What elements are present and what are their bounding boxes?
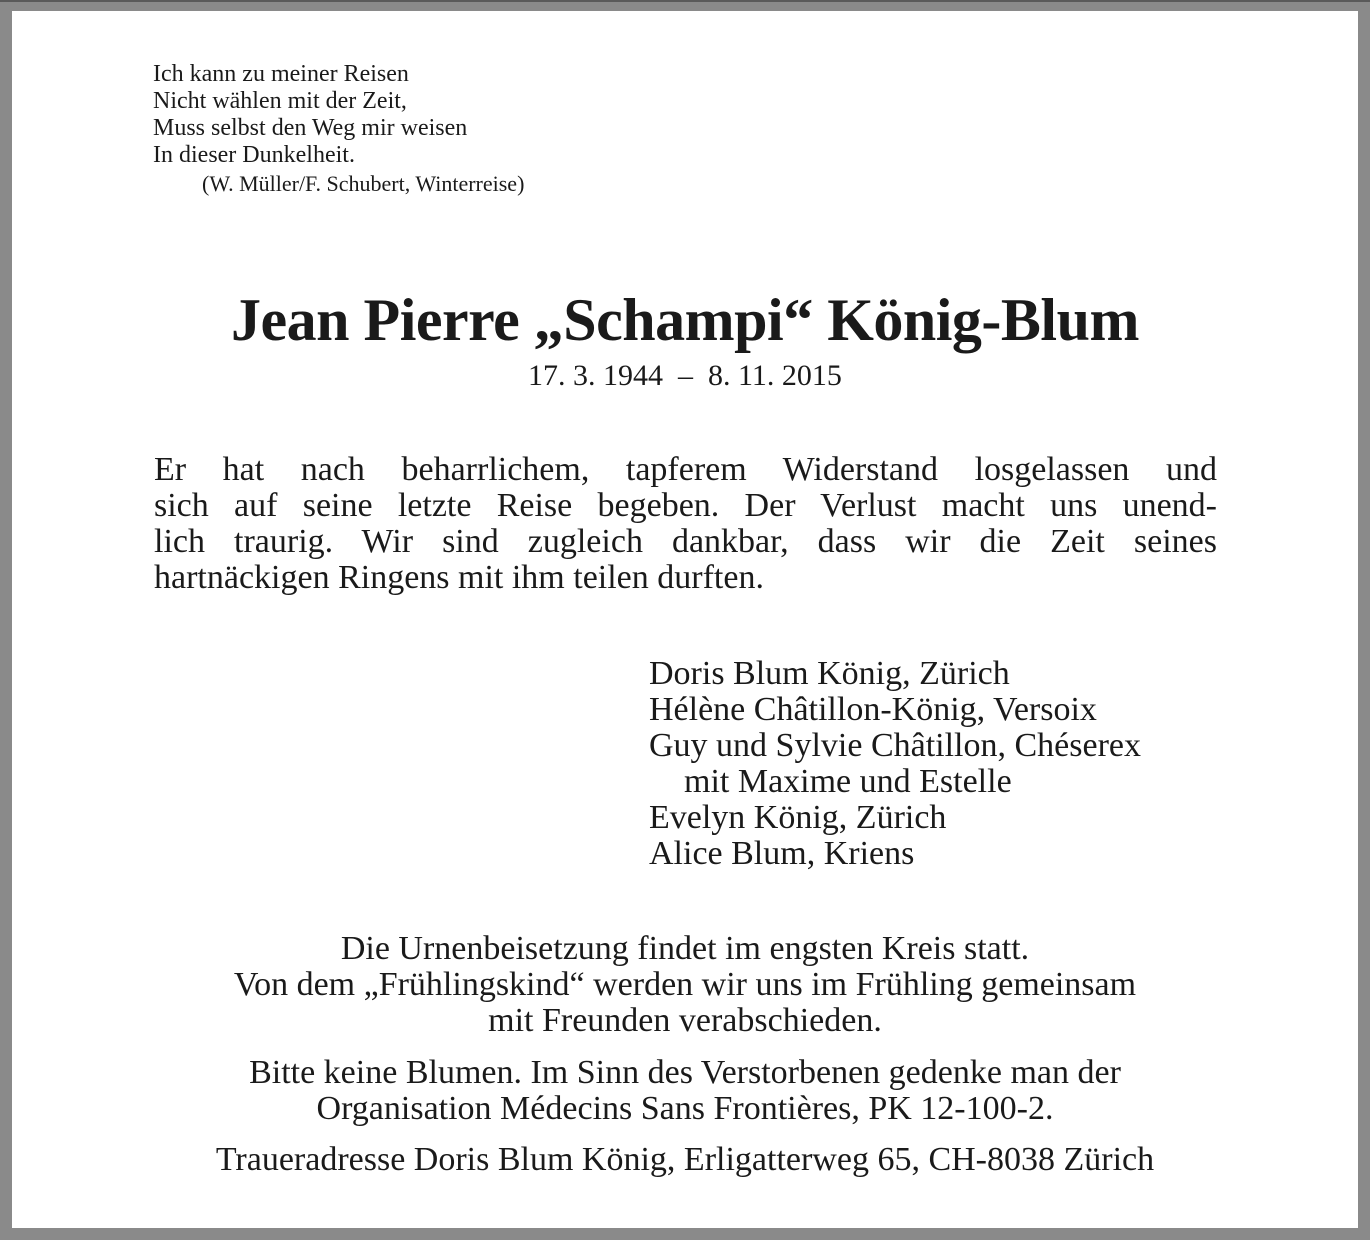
mourner: mit Maxime und Estelle xyxy=(684,763,1012,800)
mourner: Hélène Châtillon-König, Versoix xyxy=(649,691,1097,728)
mourner: Evelyn König, Zürich xyxy=(649,799,947,836)
donation-line: Organisation Médecins Sans Frontières, PK 12-100-2. xyxy=(316,1090,1054,1127)
poem-line: Ich kann zu meiner Reisen xyxy=(153,61,409,87)
message-line: hartnäckigen Ringens mit ihm teilen durften. xyxy=(154,559,764,596)
mourner: Guy und Sylvie Châtillon, Chéserex xyxy=(649,727,1142,764)
poem-line: Nicht wählen mit der Zeit, xyxy=(153,88,407,114)
notice-line: mit Freunden verabschieden. xyxy=(488,1002,882,1039)
donation-line: Bitte keine Blumen. Im Sinn des Verstorbenen gedenke man der xyxy=(249,1054,1121,1091)
mourner: Doris Blum König, Zürich xyxy=(649,655,1010,692)
poem-line: Muss selbst den Weg mir weisen xyxy=(153,115,468,141)
life-dates: 17. 3. 1944 – 8. 11. 2015 xyxy=(528,359,842,392)
mourner: Alice Blum, Kriens xyxy=(649,835,915,872)
deceased-name: Jean Pierre „Schampi“ König-Blum xyxy=(231,287,1139,353)
message-line: Er hat nach beharrlichem, tapferem Widerstand losgelassen und xyxy=(154,451,1217,488)
window-top-edge xyxy=(0,0,1370,2)
poem-attribution: (W. Müller/F. Schubert, Winterreise) xyxy=(202,171,525,196)
message-line: sich auf seine letzte Reise begeben. Der Verlust macht uns unend- xyxy=(154,487,1217,524)
message-line: lich traurig. Wir sind zugleich dankbar, dass wir die Zeit seines xyxy=(154,523,1217,560)
obituary-page xyxy=(12,11,1358,1228)
notice-line: Von dem „Frühlingskind“ werden wir uns im Frühling gemeinsam xyxy=(233,966,1137,1003)
poem-line: In dieser Dunkelheit. xyxy=(153,142,355,168)
notice-line: Die Urnenbeisetzung findet im engsten Kreis statt. xyxy=(340,930,1030,967)
mourning-address: Traueradresse Doris Blum König, Erligatterweg 65, CH-8038 Zürich xyxy=(215,1141,1155,1178)
